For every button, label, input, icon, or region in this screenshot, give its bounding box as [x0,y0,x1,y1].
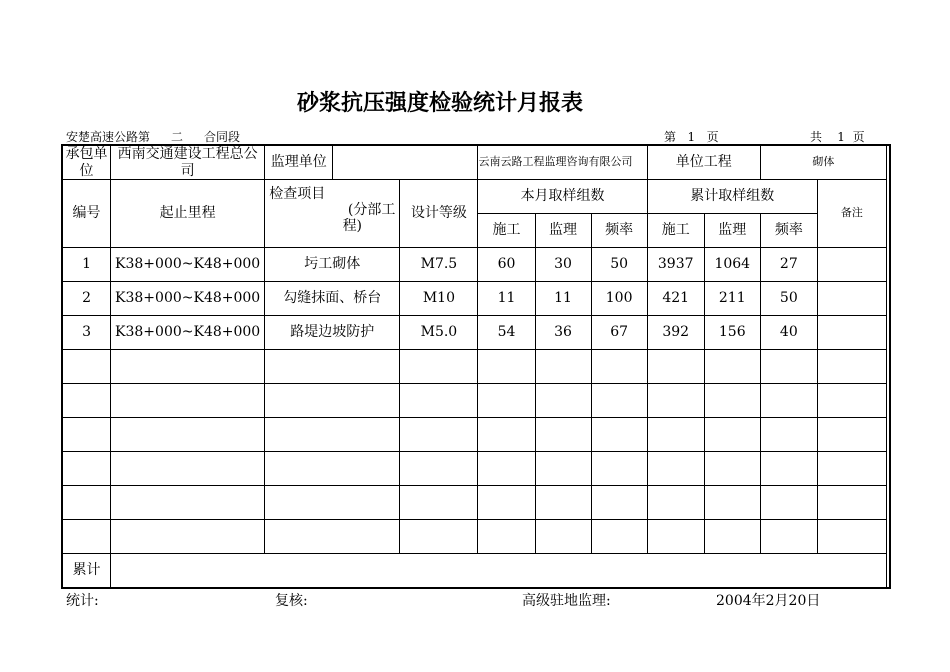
page-number: 第 1 页 [664,130,719,144]
footer-date: 2004年2月20日 [716,593,821,609]
contractor-value: 西南交通建设工程总公司 [111,146,265,180]
header-month-supervision: 监理 [535,214,591,248]
footer-stats: 统计: [66,593,99,609]
header-month-construction: 施工 [478,214,535,248]
empty-row [63,520,887,554]
table-row: 2 K38+000~K48+000 勾缝抹面、桥台 M10 11 11 100 421 211 50 [63,282,887,316]
header-mileage: 起止里程 [111,180,265,248]
header-cum-supervision: 监理 [704,214,760,248]
empty-row [63,384,887,418]
report-title: 砂浆抗压强度检验统计月报表 [296,91,583,116]
header-no: 编号 [63,180,111,248]
report-table [62,145,887,588]
page-total: 共 1 页 [810,130,865,144]
header-item: 检查项目 (分部工 程) [265,180,400,248]
header-month-group: 本月取样组数 [478,180,647,214]
supervisor-block [265,146,478,180]
header-grade: 设计等级 [400,180,478,248]
unit-value: 砌体 [760,146,886,180]
empty-row [63,418,887,452]
table-row: 3 K38+000~K48+000 路堤边坡防护 M5.0 54 36 67 392 156 40 [63,316,887,350]
info-row [63,146,887,180]
empty-row [63,452,887,486]
header-cumulative-group: 累计取样组数 [647,180,817,214]
contract-section [66,128,240,146]
empty-row [63,486,887,520]
project-prefix: 安楚高速公路第 [66,130,151,144]
project-suffix: 合同段 [204,130,241,144]
header-cum-construction: 施工 [647,214,704,248]
section-number: 二 [150,128,204,146]
footer-review: 复核: [275,593,308,609]
footer-senior-supervisor: 高级驻地监理: [522,593,611,609]
total-row [63,554,887,588]
supervisor-label: 监理单位 [265,146,333,179]
header-remark: 备注 [817,180,886,248]
header-row-1 [63,180,887,214]
contractor-label: 承包单位 [63,146,111,180]
unit-label: 单位工程 [647,146,760,180]
supervisor-value: 云南云路工程监理咨询有限公司 [478,146,647,180]
table-row: 1 K38+000~K48+000 圬工砌体 M7.5 60 30 50 3937 1064 27 [63,248,887,282]
header-cum-frequency: 频率 [760,214,817,248]
empty-row [63,350,887,384]
total-label: 累计 [63,554,111,588]
header-month-frequency: 频率 [591,214,647,248]
